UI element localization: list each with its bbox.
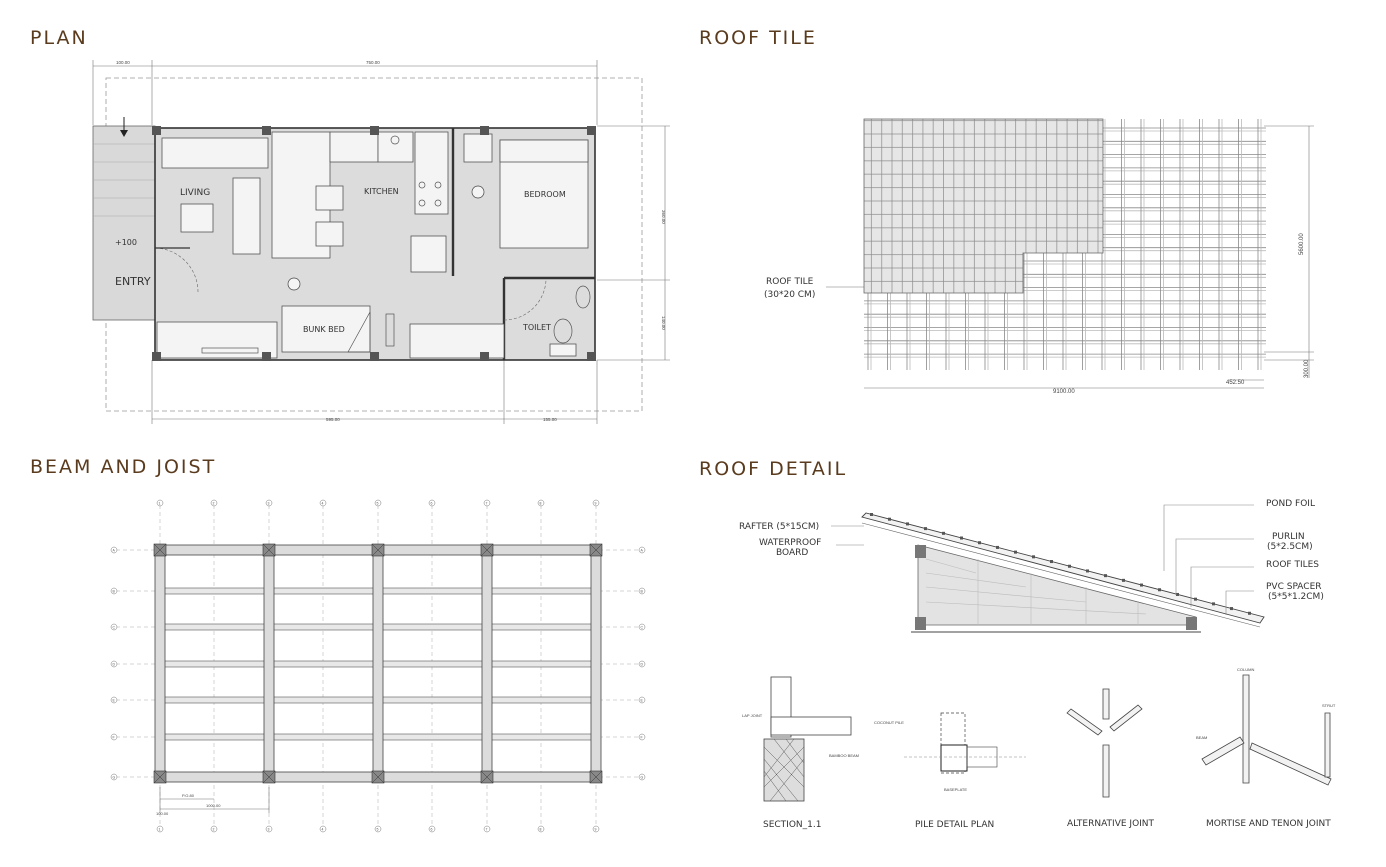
dim-right-lower: 140.00 (661, 316, 666, 330)
axis-col-label: 7 (485, 827, 488, 832)
label-roof-tiles: ROOF TILES (1266, 560, 1320, 570)
room-label-entry: ENTRY (115, 275, 151, 288)
note-baseplate: BASEPLATE (944, 787, 968, 792)
axis-col-label: 2 (212, 501, 215, 506)
dim-bottom-right: 155.00 (543, 417, 557, 422)
roof-tile-drawing (686, 0, 1386, 420)
label-rafter: RAFTER (5*15CM) (739, 522, 820, 532)
label-waterproof-2: BOARD (776, 548, 809, 558)
roof-detail-title: ROOF DETAIL (699, 458, 848, 480)
caption-section: SECTION_1.1 (763, 820, 822, 830)
label-pond-foil: POND FOIL (1266, 499, 1315, 509)
axis-row-label: D (640, 662, 644, 667)
axis-row-label: C (112, 625, 116, 630)
axis-row-label: A (640, 548, 643, 553)
axis-col-label: 1 (158, 501, 161, 506)
axis-row-label: E (640, 698, 643, 703)
axis-col-label: 5 (376, 827, 379, 832)
label-purlin-1: PURLIN (1272, 532, 1305, 542)
room-label-kitchen: KITCHEN (364, 187, 399, 196)
beam-dim-a: P.O.80 (182, 793, 194, 798)
note-strut: STRUT (1322, 703, 1336, 708)
axis-col-label: 6 (430, 827, 433, 832)
caption-pile-detail: PILE DETAIL PLAN (915, 820, 995, 830)
roof-tile-label-1: ROOF TILE (766, 277, 814, 287)
beam-joist-drawing (0, 487, 680, 867)
axis-col-label: 2 (212, 827, 215, 832)
axis-row-label: D (112, 662, 116, 667)
axis-col-label: 8 (539, 501, 542, 506)
dim-right-upper: 360.00 (661, 210, 666, 224)
axis-col-label: 1 (158, 827, 161, 832)
dim-top: 750.00 (366, 60, 380, 65)
axis-col-label: 6 (430, 501, 433, 506)
label-purlin-2: (5*2.5CM) (1267, 542, 1313, 552)
beam-and-joist-title: BEAM AND JOIST (30, 456, 217, 478)
caption-mortise-tenon: MORTISE AND TENON JOINT (1206, 819, 1331, 829)
roof-detail-drawing (686, 487, 1386, 867)
room-label-toilet: TOILET (523, 323, 551, 332)
axis-col-label: 9 (594, 501, 597, 506)
pile-detail (874, 713, 1026, 792)
roof-tile-title: ROOF TILE (699, 27, 817, 49)
axis-col-label: 5 (376, 501, 379, 506)
axis-row-label: G (112, 775, 116, 780)
axis-col-label: 3 (267, 827, 270, 832)
axis-col-label: 7 (485, 501, 488, 506)
axis-col-label: 4 (321, 501, 324, 506)
axis-row-label: C (640, 625, 644, 630)
axis-row-label: B (640, 589, 643, 594)
axis-col-label: 8 (539, 827, 542, 832)
axis-row-label: E (112, 698, 115, 703)
axis-row-label: B (112, 589, 115, 594)
floor-plan-drawing (0, 0, 680, 430)
roof-dim-overhang: 300.00 (1304, 359, 1310, 378)
dim-top-left: 100.00 (116, 60, 130, 65)
mortise-tenon-sketch (1196, 667, 1336, 785)
note-beam: BEAM (1196, 735, 1208, 740)
axis-col-label: 9 (594, 827, 597, 832)
label-pvc-2: (5*5*1.2CM) (1268, 592, 1324, 602)
axis-row-label: F (640, 735, 643, 740)
caption-alternative-joint: ALTERNATIVE JOINT (1067, 819, 1155, 829)
room-label-bedroom: BEDROOM (524, 190, 566, 199)
room-label-bunk-bed: BUNK BED (303, 325, 345, 334)
axis-row-label: A (112, 548, 115, 553)
level-marker: +100 (115, 238, 137, 247)
section-detail (742, 677, 859, 801)
dim-bottom-left: 595.00 (326, 417, 340, 422)
note-coconut-pile: COCONUT PILE (874, 720, 904, 725)
roof-dim-height: 5600.00 (1299, 233, 1305, 255)
plan-title: PLAN (30, 27, 88, 49)
label-waterproof-1: WATERPROOF (759, 538, 822, 548)
roof-tile-label-2: (30*20 CM) (764, 290, 816, 300)
beam-dim-left: 100.00 (156, 811, 169, 816)
axis-col-label: 4 (321, 827, 324, 832)
roof-dim-spacing: 452.50 (1226, 380, 1245, 386)
axis-col-label: 3 (267, 501, 270, 506)
axis-row-label: G (640, 775, 644, 780)
note-lap-joint: LAP JOINT (742, 713, 763, 718)
roof-dim-width: 9100.00 (1053, 389, 1075, 395)
label-pvc-1: PVC SPACER (1266, 582, 1322, 592)
beam-dim-b: 1000.00 (206, 803, 221, 808)
alternative-joint-sketch (1067, 689, 1142, 797)
room-label-living: LIVING (180, 188, 211, 198)
axis-row-label: F (112, 735, 115, 740)
note-bamboo-beam: BAMBOO BEAM (829, 753, 860, 758)
note-column: COLUMN (1237, 667, 1255, 672)
